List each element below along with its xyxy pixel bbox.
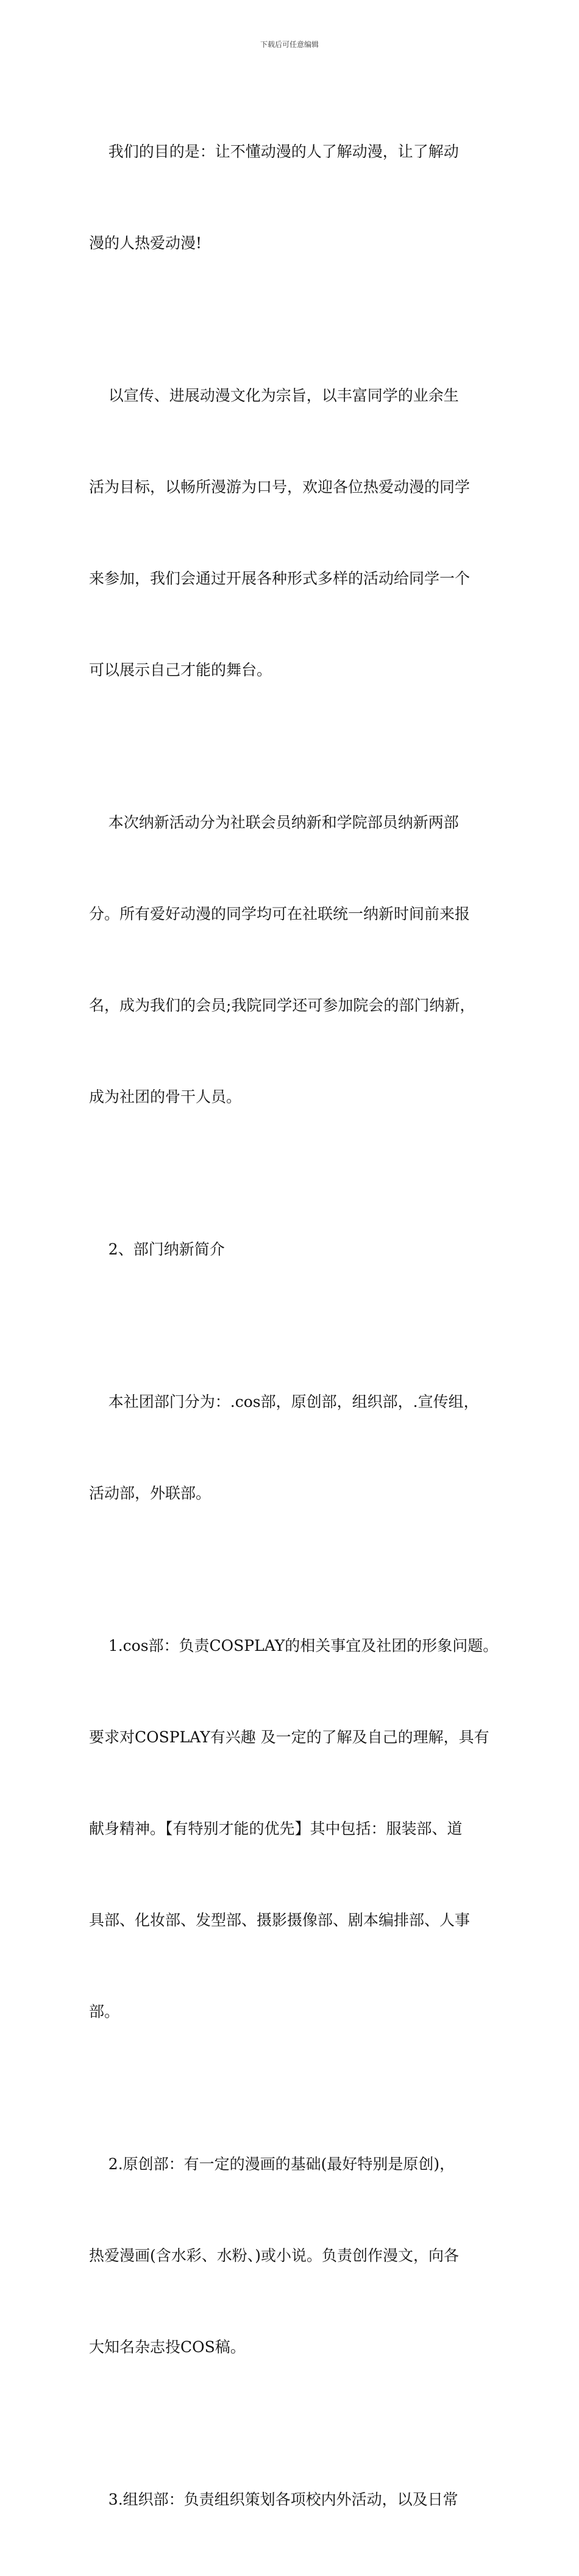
page-header: 下载后可任意编辑 (260, 40, 319, 49)
paragraph-cos-department (89, 1570, 510, 2088)
document-body (89, 76, 510, 2576)
text-line: 2、部门纳新简介 (89, 1240, 225, 1258)
text-line: 具部、化妆部、发型部、摄影摄像部、剧本编排部、人事 (89, 1911, 471, 1929)
text-line: 本次纳新活动分为社联会员纳新和学院部员纳新两部 (89, 814, 459, 831)
text-line: 可以展示自己才能的舞台。 (89, 661, 272, 679)
paragraph-purpose (89, 76, 510, 320)
text-line: 部。 (89, 2003, 120, 2020)
paragraph-organization-department (89, 2424, 510, 2576)
text-line: 大知名杂志投COS稿。 (89, 2338, 246, 2356)
text-line: 成为社团的骨干人员。 (89, 1088, 242, 1106)
paragraph-original-department (89, 2088, 510, 2424)
text-line: 以宣传、进展动漫文化为宗旨，以丰富同学的业余生 (89, 387, 459, 404)
text-line: 分。所有爱好动漫的同学均可在社联统一纳新时间前来报 (89, 905, 471, 923)
text-line: 献身精神。【有特别才能的优先】其中包括：服装部、道 (89, 1820, 463, 1837)
text-line: 漫的人热爱动漫! (89, 234, 202, 252)
paragraph-departments (89, 1326, 510, 1570)
paragraph-recruitment (89, 746, 510, 1173)
text-line: 活动部，外联部。 (89, 1484, 211, 1502)
text-line: 来参加，我们会通过开展各种形式多样的活动给同学一个 (89, 570, 471, 587)
text-line: 要求对COSPLAY有兴趣 及一定的了解及自己的理解，具有 (89, 1728, 489, 1746)
text-line: 1.cos部：负责COSPLAY的相关事宜及社团的形象问题。 (89, 1637, 499, 1655)
text-line: 3.组织部：负责组织策划各项校内外活动，以及日常 (89, 2491, 458, 2508)
text-line: 热爱漫画(含水彩、水粉、)或小说。负责创作漫文，向各 (89, 2247, 460, 2264)
text-line: 我们的目的是：让不懂动漫的人了解动漫，让了解动 (89, 143, 459, 160)
text-line: 本社团部门分为：.cos部，原创部，组织部，.宣传组， (89, 1393, 479, 1411)
text-line: 活为目标，以畅所漫游为口号，欢迎各位热爱动漫的同学 (89, 478, 471, 496)
paragraph-mission (89, 320, 510, 746)
section-heading (89, 1173, 510, 1326)
text-line: 名，成为我们的会员;我院同学还可参加院会的部门纳新， (89, 996, 475, 1014)
text-line: 2.原创部：有一定的漫画的基础(最好特别是原创)， (89, 2155, 455, 2173)
